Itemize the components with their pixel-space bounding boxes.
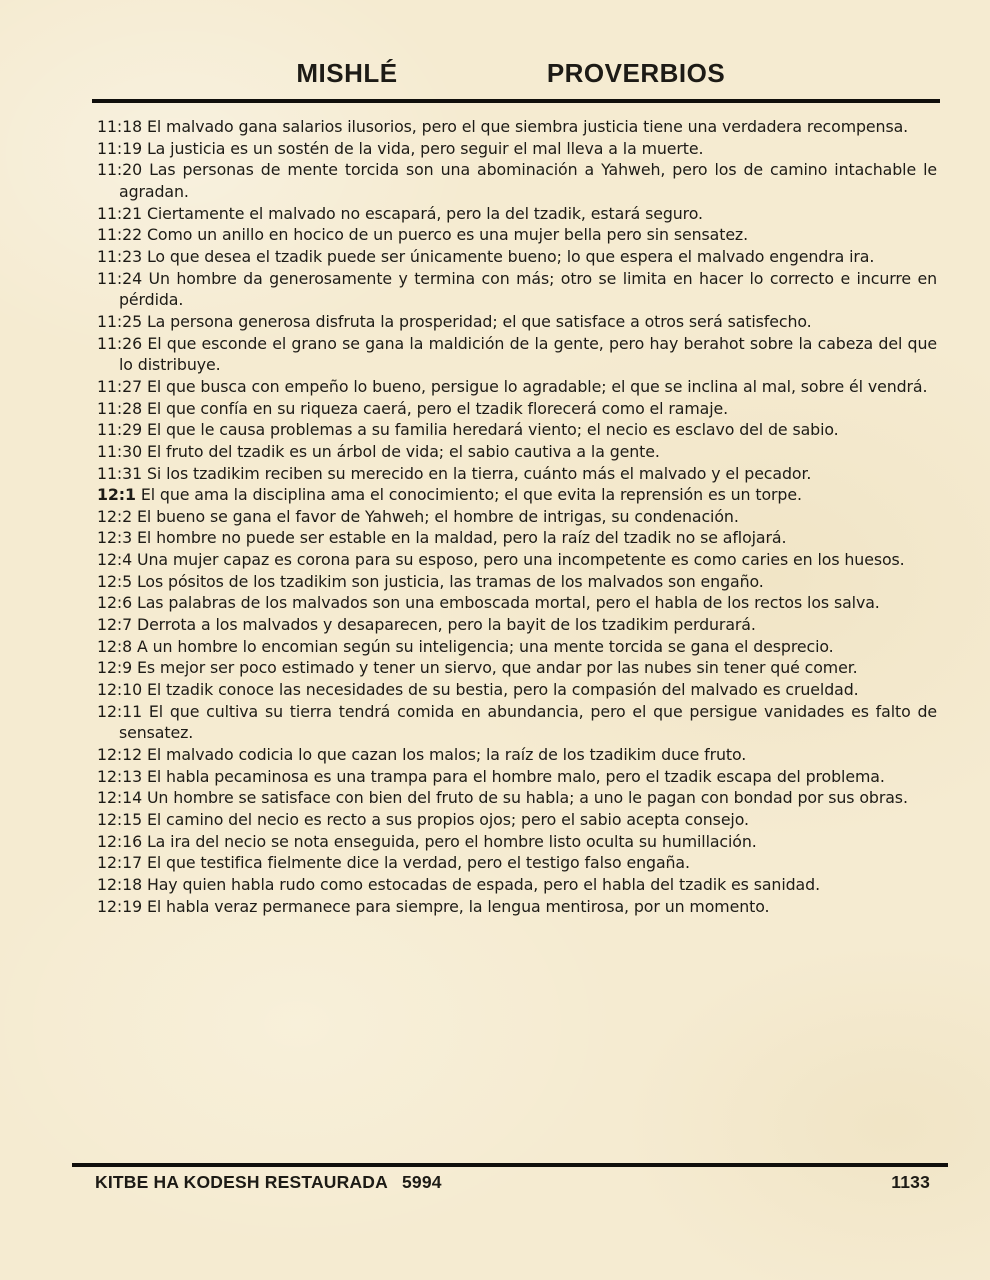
verse-row [97,896,937,918]
verse-number: 12:11 [97,701,143,721]
verse-number: 11:26 [97,333,143,353]
verse-text: El camino del necio es recto a sus propios ojos; pero el sabio acepta consejo. [146,810,749,829]
verse-number: 12:19 [97,896,143,916]
verse-row [97,809,937,831]
footer-page-number: 1133 [891,1172,930,1192]
verse-number: 12:2 [97,506,133,526]
verse-text: La ira del necio se nota enseguida, pero el hombre listo oculta su humillación. [146,831,757,851]
verse-text: El malvado gana salarios ilusorios, pero el que siembra justicia tiene una verdadera recompensa. [146,117,909,136]
verse-row [97,138,937,160]
verse-text: El que confía en su riqueza caerá, pero el tzadik florecerá como el ramaje. [146,398,729,418]
header-title-hebrew: MISHLÉ [296,58,398,88]
verse-row [97,852,937,874]
verse-list [97,116,937,917]
verse-text: El malvado codicia lo que cazan los malos; la raíz de los tzadikim duce fruto. [146,745,747,765]
verse-text: Lo que desea el tzadik puede ser únicamente bueno; lo que espera el malvado engendra ira. [146,246,875,266]
verse-number: 11:21 [97,203,143,223]
footer-divider [72,1163,948,1167]
verse-text: Un hombre da generosamente y termina con más; otro se limita en hacer lo correcto e incurre en pérdida. [119,268,938,310]
verse-text: Si los tzadikim reciben su merecido en la tierra, cuánto más el malvado y el pecador. [146,463,812,483]
footer-edition [95,1172,442,1193]
verse-text: Una mujer capaz es corona para su esposo, pero una incompetente es como caries en los huesos. [137,550,905,570]
verse-row [97,333,937,376]
verse-text: Las personas de mente torcida son una abominación a Yahweh, pero los de camino intachable le agradan. [119,160,938,201]
verse-row [97,246,937,268]
verse-row [97,159,937,202]
verse-row [97,766,937,788]
verse-number: 12:3 [97,528,133,548]
verse-row [97,484,937,506]
verse-number: 12:17 [97,853,143,873]
verse-row [97,116,937,138]
verse-text: La persona generosa disfruta la prosperidad; el que satisface a otros será satisfecho. [146,311,812,331]
verse-text: A un hombre lo encomian según su inteligencia; una mente torcida se gana el desprecio. [137,636,834,656]
verse-row [97,571,937,593]
verse-row [97,679,937,701]
verse-number: 12:10 [97,680,143,700]
verse-number: 12:9 [97,658,133,678]
verse-row [97,787,937,809]
verse-text: El que busca con empeño lo bueno, persigue lo agradable; el que se inclina al mal, sobre él vendrá. [146,376,928,396]
footer-year: 5994 [401,1172,442,1192]
header-title-spanish: PROVERBIOS [546,58,726,88]
verse-row [97,224,937,246]
verse-text: Un hombre se satisface con bien del fruto de su habla; a uno le pagan con bondad por sus obras. [146,788,908,808]
verse-row [97,463,937,485]
verse-row [97,311,937,333]
verse-number: 11:29 [97,420,143,440]
verse-number: 12:8 [97,636,133,656]
verse-number: 12:18 [97,874,143,894]
verse-number: 12:16 [97,831,143,851]
verse-row [97,419,937,441]
verse-text: El hombre no puede ser estable en la maldad, pero la raíz del tzadik no se aflojará. [137,528,787,548]
verse-row [97,376,937,398]
verse-row [97,527,937,549]
verse-number: 11:23 [97,246,143,266]
verse-row [97,398,937,420]
header-divider [92,99,940,103]
verse-number: 11:31 [97,463,143,483]
verse-text: La justicia es un sostén de la vida, pero seguir el mal lleva a la muerte. [146,138,704,158]
footer-book-title: KITBE HA KODESH RESTAURADA [95,1172,388,1192]
verse-text: Es mejor ser poco estimado y tener un siervo, que andar por las nubes sin tener qué comer. [137,658,858,678]
verse-text: El que ama la disciplina ama el conocimiento; el que evita la reprensión es un torpe. [140,485,802,505]
verse-number: 12:7 [97,615,133,635]
verse-row [97,268,937,311]
verse-number: 12:4 [97,550,133,570]
verse-text: El que cultiva su tierra tendrá comida en abundancia, pero el que persigue vanidades es falto de sensatez. [119,701,938,743]
verse-number: 12:1 [97,485,136,505]
verse-row [97,874,937,896]
verse-number: 11:20 [97,160,143,180]
verse-text: Ciertamente el malvado no escapará, pero la del tzadik, estará seguro. [146,203,703,223]
verse-text: El que esconde el grano se gana la maldición de la gente, pero hay berahot sobre la cabeza del que lo distribuye. [119,333,937,375]
verse-number: 12:13 [97,766,143,786]
verse-number: 12:5 [97,571,133,591]
verse-row [97,657,937,679]
verse-number: 11:24 [97,268,143,288]
verse-row [97,203,937,225]
verse-number: 11:19 [97,138,143,158]
verse-row [97,636,937,658]
verse-text: El bueno se gana el favor de Yahweh; el hombre de intrigas, su condenación. [137,506,739,526]
verse-row [97,506,937,528]
verse-row [97,592,937,614]
verse-text: El que testifica fielmente dice la verdad, pero el testigo falso engaña. [146,853,690,873]
verse-text: El habla pecaminosa es una trampa para el hombre malo, pero el tzadik escapa del problema. [146,766,885,786]
verse-number: 12:12 [97,745,143,765]
verse-row [97,614,937,636]
verse-number: 11:30 [97,441,143,461]
verse-number: 11:27 [97,376,143,396]
verse-number: 11:25 [97,311,143,331]
verse-text: Derrota a los malvados y desaparecen, pero la bayit de los tzadikim perdurará. [137,615,756,635]
page-footer [95,1172,930,1193]
verse-text: Hay quien habla rudo como estocadas de espada, pero el habla del tzadik es sanidad. [146,874,820,894]
verse-text: El que le causa problemas a su familia heredará viento; el necio es esclavo del de sabio. [146,420,839,440]
verse-row [97,441,937,463]
verse-number: 12:15 [97,810,143,829]
verse-row [97,744,937,766]
verse-row [97,831,937,853]
verse-row [97,701,937,744]
verse-text: El habla veraz permanece para siempre, la lengua mentirosa, por un momento. [146,896,770,916]
verse-number: 12:14 [97,788,143,808]
verse-number: 12:6 [97,593,133,613]
verse-text: Los pósitos de los tzadikim son justicia, las tramas de los malvados son engaño. [137,571,764,591]
verse-text: Como un anillo en hocico de un puerco es una mujer bella pero sin sensatez. [146,225,749,245]
verse-number: 11:18 [97,117,143,136]
verse-text: El fruto del tzadik es un árbol de vida; el sabio cautiva a la gente. [146,441,660,461]
verse-row [97,549,937,571]
verse-text: El tzadik conoce las necesidades de su bestia, pero la compasión del malvado es crueldad. [146,680,859,700]
verse-number: 11:28 [97,398,143,418]
verse-text: Las palabras de los malvados son una emboscada mortal, pero el habla de los rectos los salva. [137,593,880,613]
verse-number: 11:22 [97,225,143,245]
